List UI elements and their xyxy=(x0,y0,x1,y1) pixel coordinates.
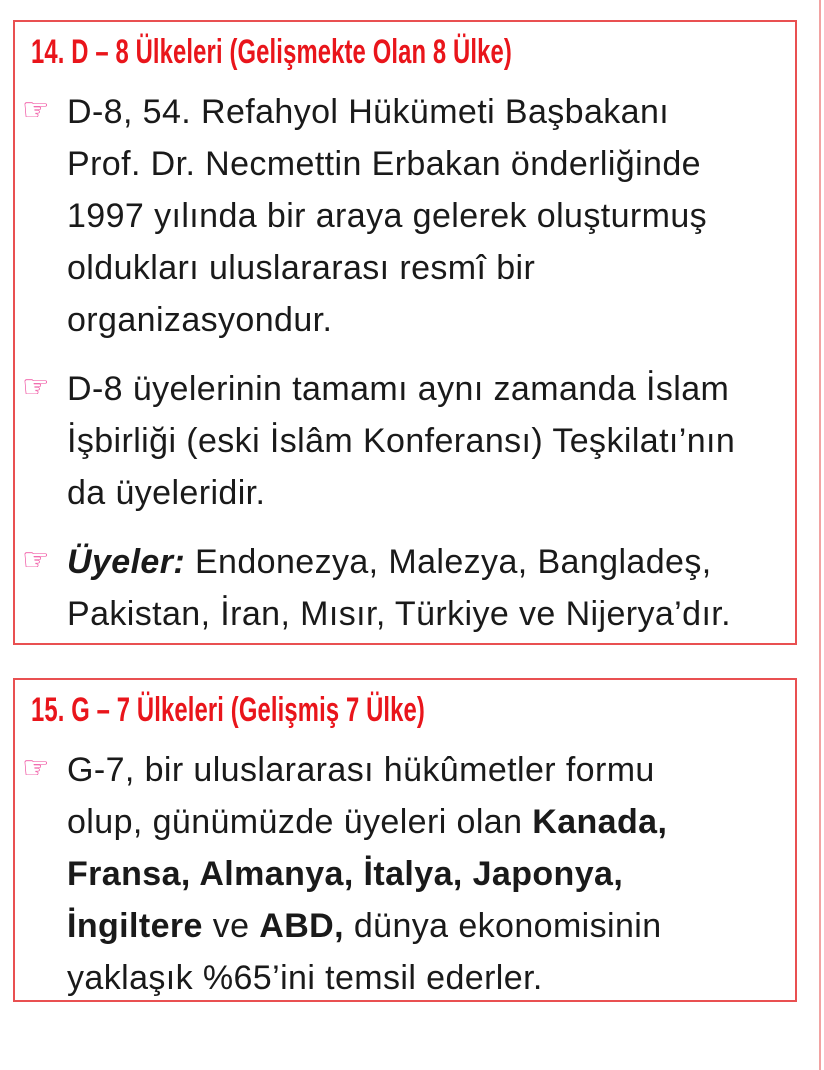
text-line xyxy=(67,952,795,1004)
text-segment: Üyeler: xyxy=(67,543,186,581)
bullet-item xyxy=(15,744,795,1004)
page-edge-line xyxy=(819,0,821,1070)
text-line xyxy=(67,744,795,796)
text-segment: da üyeleridir. xyxy=(67,474,266,512)
text-line xyxy=(67,848,795,900)
pointing-finger-icon: ☞ xyxy=(22,92,50,128)
bullet-item xyxy=(15,86,795,346)
text-segment: 1997 yılında bir araya gelerek oluşturmuş xyxy=(67,197,708,235)
bullet-item xyxy=(15,363,795,519)
text-segment: İngiltere xyxy=(67,907,203,945)
text-segment: G-7, bir uluslararası hükûmetler formu xyxy=(67,751,655,789)
pointing-finger-icon: ☞ xyxy=(22,542,50,578)
text-segment: oldukları uluslararası resmî bir xyxy=(67,249,536,287)
text-segment: organizasyondur. xyxy=(67,301,333,339)
text-segment: ve xyxy=(202,907,260,945)
text-line xyxy=(67,294,795,346)
text-segment: Endonezya, Malezya, Bangladeş, xyxy=(185,543,712,581)
bullet-list-14-d8 xyxy=(15,86,795,640)
text-line xyxy=(67,138,795,190)
text-segment: Fransa, Almanya, İtalya, Japonya, xyxy=(67,855,624,893)
text-line xyxy=(67,796,795,848)
text-segment: İşbirliği (eski İslâm Konferansı) Teşkilatı’nın xyxy=(67,422,736,460)
text-segment: olup, günümüzde üyeleri olan xyxy=(67,803,533,841)
text-line xyxy=(67,900,795,952)
bullet-item xyxy=(15,536,795,640)
topic-box-14-d8 xyxy=(13,20,797,645)
text-line xyxy=(67,363,795,415)
text-segment: D-8, 54. Refahyol Hükümeti Başbakanı xyxy=(67,93,670,131)
text-segment: Prof. Dr. Necmettin Erbakan önderliğinde xyxy=(67,145,701,183)
pointing-finger-icon: ☞ xyxy=(22,369,50,405)
pointing-finger-icon: ☞ xyxy=(22,750,50,786)
text-line xyxy=(67,536,795,588)
text-line xyxy=(67,415,795,467)
text-segment: yaklaşık %65’ini temsil ederler. xyxy=(67,959,543,997)
text-line xyxy=(67,86,795,138)
topic-box-15-g7 xyxy=(13,678,797,1002)
bullet-list-15-g7 xyxy=(15,744,795,1004)
text-segment: Kanada, xyxy=(532,803,668,841)
text-line xyxy=(67,588,795,640)
text-line xyxy=(67,242,795,294)
text-segment: ABD, xyxy=(259,907,344,945)
topic-title-14-d8: 14. D – 8 Ülkeleri (Gelişmekte Olan 8 Ülke) xyxy=(31,33,512,71)
topic-title-15-g7: 15. G – 7 Ülkeleri (Gelişmiş 7 Ülke) xyxy=(31,691,425,729)
text-line xyxy=(67,467,795,519)
text-line xyxy=(67,190,795,242)
text-segment: Pakistan, İran, Mısır, Türkiye ve Nijerya’dır. xyxy=(67,595,731,633)
text-segment: dünya ekonomisinin xyxy=(343,907,662,945)
text-segment: D-8 üyelerinin tamamı aynı zamanda İslam xyxy=(67,370,730,408)
